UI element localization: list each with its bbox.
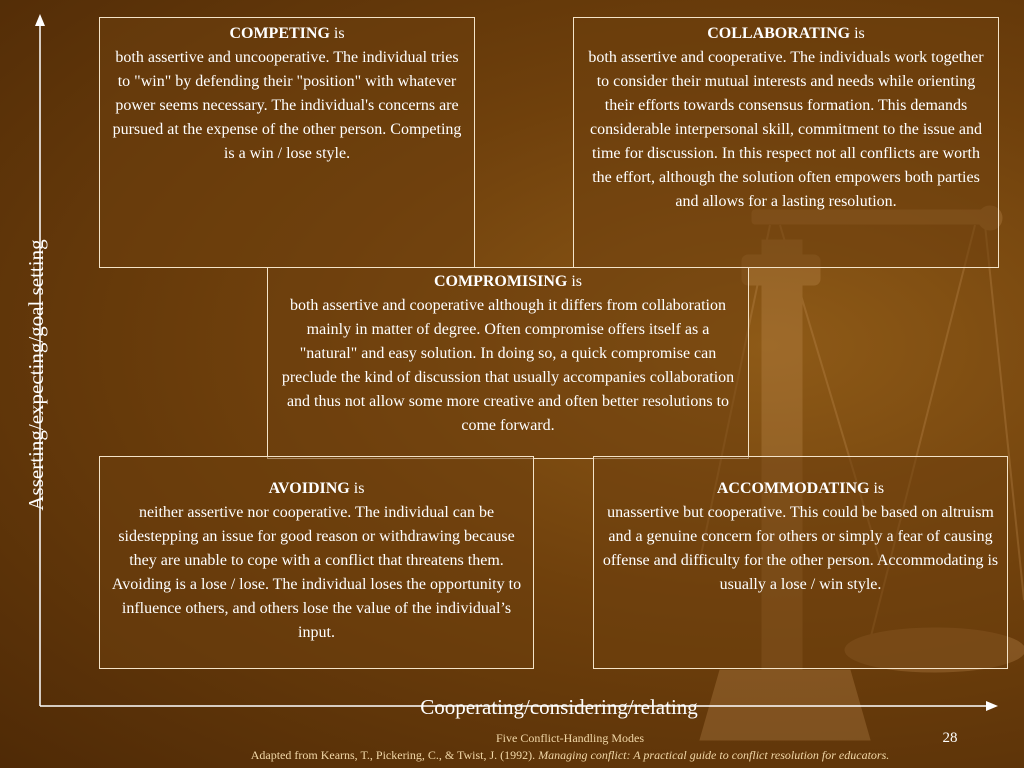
footer-title: Five Conflict-Handling Modes: [496, 731, 644, 745]
avoiding-title: AVOIDING: [268, 480, 350, 497]
collaborating-box: [573, 17, 999, 268]
collaborating-heading: [582, 22, 990, 46]
citation: [140, 747, 1000, 763]
avoiding-description: neither assertive nor cooperative. The individual can be sidestepping an issue for good reason or withdrawing because they are unable to cope with a conflict that threatens them. Avoiding is a lose / lose. The individual loses the opportunity to influence others, and others lose the value of the individual’s input.: [111, 504, 522, 641]
avoiding-box: [99, 456, 534, 669]
y-axis-label: Asserting/expecting/goal setting: [24, 239, 48, 511]
collaborating-description: both assertive and cooperative. The individuals work together to consider their mutual interests and needs while orienting their efforts towards consensus formation. This demands considerable interpersonal skill, commitment to the issue and time for discussion. In this respect not all conflicts are worth the effort, although the solution often empowers both parties and allows for a lasting resolution.: [588, 49, 984, 210]
accommodating-heading: [602, 477, 999, 501]
accommodating-is: is: [869, 480, 885, 497]
competing-description: both assertive and uncooperative. The individual tries to "win" by defending their "position" with whatever power seems necessary. The individual's concerns are pursued at the expense of the other person. Competing is a win / lose style.: [112, 49, 462, 162]
compromising-title: COMPROMISING: [434, 273, 568, 290]
competing-title: COMPETING: [229, 25, 330, 42]
citation-authors: Adapted from Kearns, T., Pickering, C., & Twist, J. (1992).: [250, 748, 539, 762]
competing-heading: [108, 22, 466, 46]
avoiding-heading: [106, 477, 527, 501]
x-axis-label: Cooperating/considering/relating: [420, 695, 698, 719]
collaborating-title: COLLABORATING: [707, 25, 851, 42]
collaborating-is: is: [850, 25, 865, 42]
compromising-is: is: [567, 273, 582, 290]
citation-book-title: Managing conflict: A practical guide to conflict resolution for educators.: [538, 748, 890, 762]
competing-box: [99, 17, 475, 268]
page-number: 28: [942, 730, 958, 746]
compromising-box: [267, 267, 749, 459]
compromising-description: both assertive and cooperative although it differs from collaboration mainly in matter of degree. Often compromise offers itself as a "natural" and easy solution. In doing so, a quick compromise can preclude the kind of discussion that usually accompanies collaboration and thus not allow some more creative and often better resolutions to come forward.: [281, 297, 735, 434]
competing-is: is: [329, 25, 345, 42]
accommodating-title: ACCOMMODATING: [716, 480, 870, 497]
accommodating-box: [593, 456, 1008, 669]
compromising-heading: [276, 270, 740, 294]
x-axis-arrowhead: [986, 701, 998, 711]
y-axis-arrowhead: [35, 14, 45, 26]
accommodating-description: unassertive but cooperative. This could be based on altruism and a genuine concern for others or simply a fear of causing offense and difficulty for the other person. Accommodating is usually a lose / win style.: [602, 504, 999, 593]
avoiding-is: is: [349, 480, 365, 497]
